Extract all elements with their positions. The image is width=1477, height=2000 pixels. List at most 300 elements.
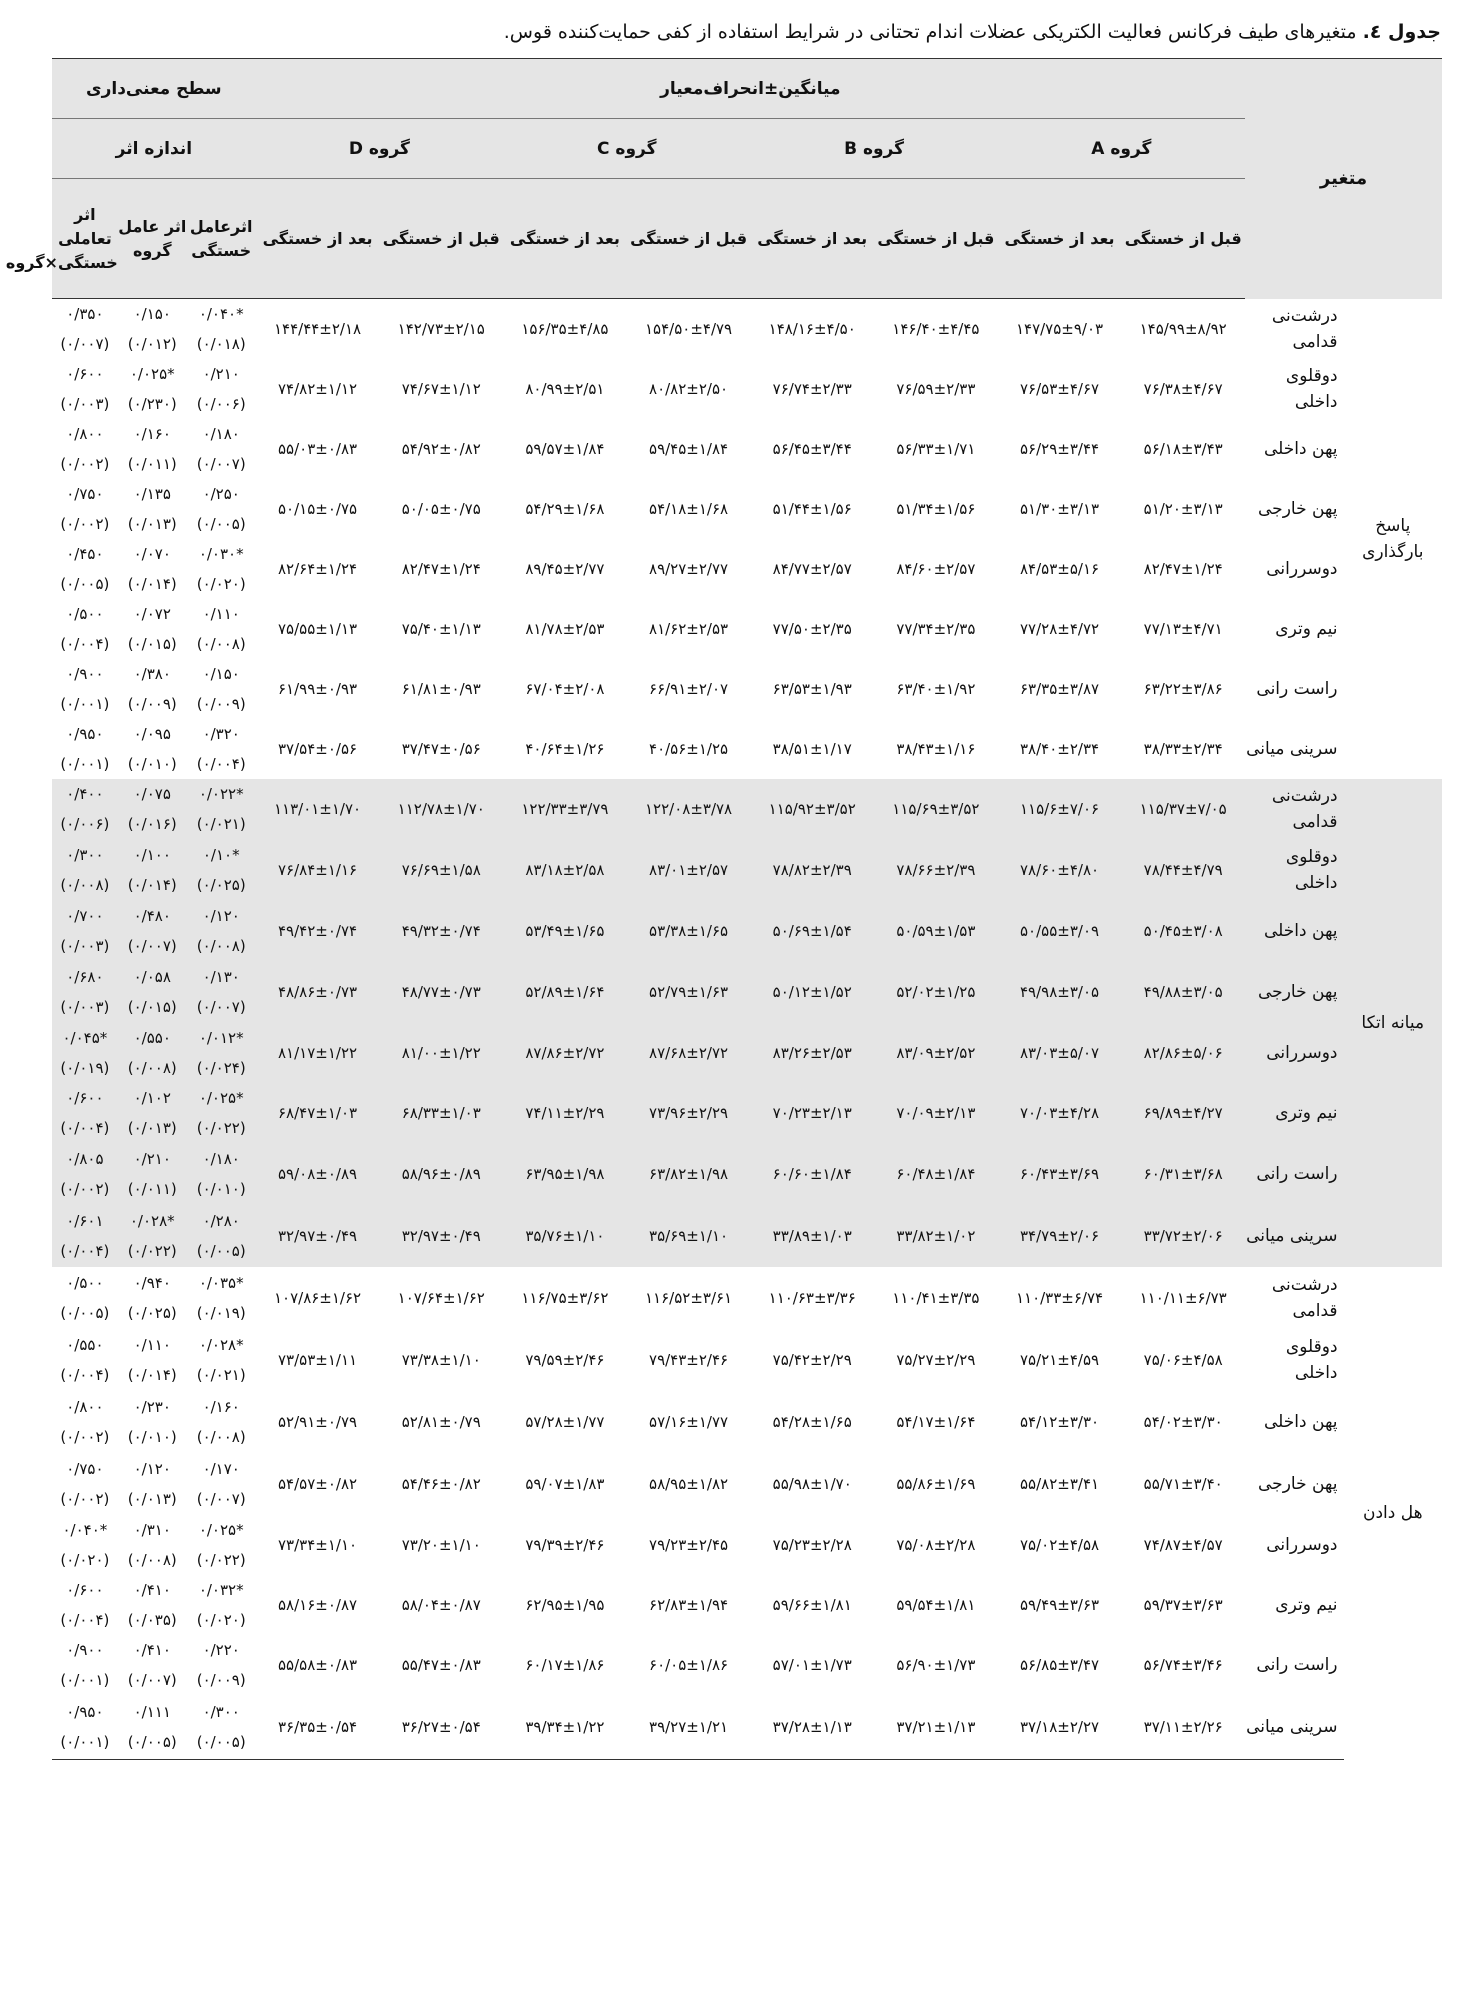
group-effect-p-value: (۰/۰۱۳) [127, 515, 177, 533]
interaction-effect-p-value: (۰/۰۰۲) [60, 1490, 110, 1508]
interaction-effect-p-value: (۰/۰۰۲) [60, 1180, 110, 1198]
interaction-effect-value: ۰/۵۰۰ [66, 1274, 104, 1292]
interaction-effect-cell [52, 1083, 118, 1143]
interaction-effect-p-value: (۰/۰۰۸) [60, 876, 110, 894]
group-effect-value: ۰/۲۱۰ [133, 1150, 171, 1168]
group-effect-p-value: (۰/۰۱۰) [127, 755, 177, 773]
value-b-before: ۳۷/۲۱±۱/۱۳ [874, 1695, 998, 1759]
value-a-after: ۷۵/۲۱±۴/۵۹ [1019, 1351, 1100, 1369]
caption-text: متغیرهای طیف فرکانس فعالیت الکتریکی عضلات اندام تحتانی در شرایط استفاده از کفی حمایت‌کننده قوس. [503, 21, 1363, 43]
table-row [52, 1205, 1442, 1267]
value-c-after: ۶۲/۹۵±۱/۹۵ [525, 1596, 605, 1614]
interaction-effect-value: ۰/۶۰۱ [66, 1212, 104, 1230]
fatigue-effect-cell [187, 419, 256, 479]
interaction-effect-cell [52, 961, 118, 1023]
value-d-before: ۷۴/۶۷±۱/۱۲ [401, 380, 481, 398]
value-d-after: ۳۶/۳۵±۰/۵۴ [256, 1695, 380, 1759]
fatigue-effect-cell [187, 1205, 256, 1267]
muscle-name: سرینی میانی [1245, 1695, 1344, 1759]
group-effect-cell [118, 1515, 187, 1575]
value-a-before: ۷۴/۸۷±۴/۵۷ [1143, 1536, 1223, 1554]
table-row [52, 1023, 1442, 1083]
value-d-before: ۴۸/۷۷±۰/۷۳ [401, 983, 481, 1001]
interaction-effect-value: ۰/۵۵۰ [66, 1336, 104, 1354]
value-a-after: ۳۴/۷۹±۲/۰۶ [1019, 1227, 1100, 1245]
muscle-name: درشت‌نی قدامی [1271, 786, 1338, 832]
value-d-after: ۵۵/۵۸±۰/۸۳ [278, 1656, 358, 1674]
interaction-effect-value: ۰/۸۰۰ [66, 425, 104, 443]
fatigue-effect-p-value: (۰/۰۰۵) [196, 1732, 246, 1751]
value-c-after: ۵۲/۸۹±۱/۶۴ [525, 983, 605, 1001]
value-b-after: ۷۸/۸۲±۲/۳۹ [772, 861, 852, 879]
value-b-after: ۵۷/۰۱±۱/۷۳ [772, 1656, 852, 1674]
value-c-before: ۸۳/۰۱±۲/۵۷ [649, 861, 729, 879]
value-c-before: ۸۱/۶۲±۲/۵۳ [649, 620, 729, 638]
value-d-after: ۶۱/۹۹±۰/۹۳ [278, 680, 358, 698]
value-c-before: ۶۶/۹۱±۲/۰۷ [649, 680, 729, 698]
value-c-before: ۱۵۴/۵۰±۴/۷۹ [644, 320, 733, 338]
value-a-before: ۵۶/۷۴±۳/۴۶ [1143, 1656, 1223, 1674]
value-c-before: ۸۰/۸۲±۲/۵۰ [649, 380, 729, 398]
interaction-effect-value: ۰/۶۸۰ [66, 968, 104, 986]
interaction-effect-cell [52, 1635, 118, 1695]
table-row [52, 1515, 1442, 1575]
value-a-before: ۵۹/۳۷±۳/۶۳ [1143, 1596, 1223, 1614]
value-c-after: ۵۳/۴۹±۱/۶۵ [525, 922, 605, 940]
group-effect-value: ۰/۳۱۰ [133, 1521, 171, 1539]
group-effect-cell [118, 1267, 187, 1329]
interaction-effect-value: ۰/۹۰۰ [66, 665, 104, 683]
value-a-before: ۶۰/۳۱±۳/۶۸ [1143, 1165, 1223, 1183]
value-a-before: ۳۸/۳۳±۲/۳۴ [1143, 740, 1223, 758]
value-b-after: ۷۷/۵۰±۲/۳۵ [772, 620, 852, 638]
value-c-after: ۵۹/۵۷±۱/۸۴ [525, 440, 605, 458]
interaction-effect-p-value: (۰/۰۰۵) [60, 1304, 110, 1322]
value-a-before: ۱۱۰/۱۱±۶/۷۳ [1139, 1289, 1227, 1307]
value-c-after: ۶۰/۱۷±۱/۸۶ [525, 1656, 605, 1674]
interaction-effect-p-value: (۰/۰۰۳) [60, 937, 110, 955]
group-effect-p-value: (۰/۰۱۴) [127, 876, 177, 894]
value-b-after: ۵۹/۶۶±۱/۸۱ [772, 1596, 852, 1614]
interaction-effect-value: ۰/۵۰۰ [66, 605, 104, 623]
table-row [52, 359, 1442, 419]
value-c-before: ۷۹/۲۳±۲/۴۵ [649, 1536, 729, 1554]
value-a-after: ۸۳/۰۳±۵/۰۷ [1019, 1044, 1100, 1062]
value-d-before: ۱۱۲/۷۸±۱/۷۰ [397, 800, 485, 818]
group-effect-p-value: (۰/۰۱۴) [127, 575, 177, 593]
value-b-after: ۶۳/۵۳±۱/۹۳ [772, 680, 852, 698]
group-effect-value: ۰/۱۵۰ [133, 305, 171, 323]
fatigue-effect-p-value: (۰/۰۱۹) [196, 1304, 246, 1322]
interaction-effect-p-value: (۰/۰۰۲) [60, 1428, 110, 1446]
muscle-name: پهن داخلی [1264, 439, 1338, 459]
value-b-before: ۱۱۰/۴۱±۳/۳۵ [892, 1289, 980, 1307]
interaction-effect-p-value: (۰/۰۰۴) [60, 635, 110, 653]
interaction-effect-value: ۰/۶۰۰ [66, 365, 104, 383]
header-d-before: قبل از خستگی [379, 179, 503, 299]
value-b-after: ۷۰/۲۳±۲/۱۳ [772, 1104, 852, 1122]
value-a-after: ۳۷/۱۸±۲/۲۷ [998, 1695, 1122, 1759]
interaction-effect-p-value: (۰/۰۲۰) [60, 1551, 110, 1569]
value-d-before: ۱۰۷/۶۴±۱/۶۲ [397, 1289, 485, 1307]
value-b-after: ۱۱۵/۹۲±۳/۵۲ [768, 800, 856, 818]
group-effect-p-value: (۰/۰۱۳) [127, 1490, 177, 1508]
interaction-effect-value: ۰/۷۵۰ [66, 485, 104, 503]
value-a-before: ۷۵/۰۶±۴/۵۸ [1143, 1351, 1223, 1369]
group-effect-p-value: (۰/۰۲۵) [127, 1304, 177, 1322]
fatigue-effect-p-value: (۰/۰۰۹) [196, 1671, 246, 1689]
fatigue-effect-value: ۰/۱۵۰ [202, 665, 240, 683]
value-b-before: ۷۶/۵۹±۲/۳۳ [896, 380, 976, 398]
value-d-before: ۸۲/۴۷±۱/۲۴ [401, 560, 481, 578]
group-effect-value: ۰/۱۶۰ [133, 425, 171, 443]
value-d-after: ۶۸/۴۷±۱/۰۳ [278, 1104, 358, 1122]
muscle-name: دوسررانی [1266, 1043, 1338, 1063]
value-c-before: ۶۰/۰۵±۱/۸۶ [649, 1656, 729, 1674]
header-c-after: بعد از خستگی [503, 179, 627, 299]
interaction-effect-p-value: (۰/۰۰۴) [60, 1611, 110, 1629]
value-a-before: ۱۱۵/۳۷±۷/۰۵ [1139, 800, 1227, 818]
fatigue-effect-cell [187, 299, 256, 360]
muscle-name: سرینی میانی [1246, 739, 1338, 759]
interaction-effect-cell [52, 779, 118, 839]
value-b-after: ۸۳/۲۶±۲/۵۳ [772, 1044, 852, 1062]
table-row [52, 1267, 1442, 1329]
fatigue-effect-cell [187, 1329, 256, 1391]
muscle-name: پهن خارجی [1258, 1474, 1338, 1494]
value-b-after: ۷۵/۴۲±۲/۲۹ [772, 1351, 852, 1369]
value-b-before: ۵۶/۳۳±۱/۷۱ [896, 440, 976, 458]
group-effect-p-value: (۰/۰۱۰) [127, 1428, 177, 1446]
value-c-after: ۳۹/۳۴±۱/۲۲ [503, 1695, 627, 1759]
interaction-effect-cell [52, 479, 118, 539]
fatigue-effect-p-value: (۰/۰۰۸) [196, 937, 246, 955]
value-b-after: ۵۱/۴۴±۱/۵۶ [772, 500, 852, 518]
group-effect-cell [118, 839, 187, 901]
value-a-after: ۱۱۵/۶±۷/۰۶ [1019, 800, 1100, 818]
header-a-after: بعد از خستگی [998, 179, 1122, 299]
group-effect-value: ۰/۰۹۵ [133, 725, 171, 743]
table-row [52, 1453, 1442, 1515]
value-d-before: ۷۶/۶۹±۱/۵۸ [401, 861, 481, 879]
value-b-after: ۳۸/۵۱±۱/۱۷ [772, 740, 852, 758]
value-c-after: ۸۱/۷۸±۲/۵۳ [525, 620, 605, 638]
header-b-after: بعد از خستگی [750, 179, 874, 299]
group-effect-value: ۰/۳۸۰ [133, 665, 171, 683]
interaction-effect-cell [52, 901, 118, 961]
fatigue-effect-cell [187, 1143, 256, 1205]
table-row [52, 299, 1442, 360]
muscle-name: دوقلوی داخلی [1285, 847, 1338, 893]
group-effect-cell [118, 659, 187, 719]
fatigue-effect-p-value: (۰/۰۲۰) [196, 575, 246, 593]
muscle-name: راست رانی [1256, 1164, 1338, 1184]
group-effect-p-value: (۰/۰۳۵) [127, 1611, 177, 1629]
group-effect-value: ۰/۱۱۱ [133, 1702, 171, 1721]
value-b-before: ۸۴/۶۰±۲/۵۷ [896, 560, 976, 578]
value-a-before: ۵۰/۴۵±۳/۰۸ [1143, 922, 1223, 940]
value-b-before: ۷۰/۰۹±۲/۱۳ [896, 1104, 976, 1122]
fatigue-effect-p-value: (۰/۰۱۰) [196, 1180, 246, 1198]
header-group-effect: اثر عامل گروه [118, 179, 187, 299]
value-a-after: ۵۱/۳۰±۳/۱۳ [1019, 500, 1100, 518]
value-d-after: ۸۱/۱۷±۱/۲۲ [278, 1044, 358, 1062]
group-effect-cell [118, 901, 187, 961]
group-effect-cell [118, 1453, 187, 1515]
interaction-effect-cell [52, 419, 118, 479]
group-effect-p-value: (۰/۰۱۵) [127, 635, 177, 653]
group-effect-cell [118, 1083, 187, 1143]
interaction-effect-cell [52, 1329, 118, 1391]
muscle-name: پهن خارجی [1258, 499, 1338, 519]
value-a-after: ۶۰/۴۳±۳/۶۹ [1019, 1165, 1100, 1183]
table-row [52, 539, 1442, 599]
fatigue-effect-cell [187, 479, 256, 539]
value-c-after: ۷۴/۱۱±۲/۲۹ [525, 1104, 605, 1122]
interaction-effect-p-value: (۰/۰۰۷) [60, 335, 110, 353]
value-c-before: ۸۷/۶۸±۲/۷۲ [649, 1044, 729, 1062]
value-b-before: ۵۵/۸۶±۱/۶۹ [896, 1475, 976, 1493]
value-b-before: ۶۳/۴۰±۱/۹۲ [896, 680, 976, 698]
value-c-before: ۵۳/۳۸±۱/۶۵ [649, 922, 729, 940]
results-table [5, 58, 1442, 1760]
muscle-name: دوسررانی [1266, 559, 1338, 579]
value-a-after: ۵۵/۸۲±۳/۴۱ [1019, 1475, 1100, 1493]
group-effect-p-value: (۰/۰۱۶) [127, 815, 177, 833]
value-b-before: ۳۳/۸۲±۱/۰۲ [896, 1227, 976, 1245]
value-a-before: ۷۷/۱۳±۴/۷۱ [1143, 620, 1223, 638]
muscle-name: پهن خارجی [1258, 982, 1338, 1002]
muscle-name: دوسررانی [1266, 1535, 1338, 1555]
group-effect-cell [118, 1205, 187, 1267]
value-b-after: ۸۴/۷۷±۲/۵۷ [772, 560, 852, 578]
group-effect-value: ۰/۱۰۲ [133, 1089, 171, 1107]
header-mean-sd: میانگین±انحراف‌معیار [256, 59, 1245, 119]
fatigue-effect-value: ۰/۲۱۰ [202, 365, 240, 383]
interaction-effect-value: ۰/۹۵۰ [66, 725, 104, 743]
value-a-after: ۵۶/۸۵±۳/۴۷ [1019, 1656, 1100, 1674]
value-d-after: ۵۴/۵۷±۰/۸۲ [278, 1475, 358, 1493]
caption-label: جدول ٤. [1362, 21, 1441, 43]
header-interaction: اثر تعاملی خستگی×گروه [52, 179, 118, 299]
value-a-after: ۱۴۷/۷۵±۹/۰۳ [1015, 320, 1104, 338]
value-a-before: ۴۹/۸۸±۳/۰۵ [1143, 983, 1223, 1001]
value-c-after: ۸۰/۹۹±۲/۵۱ [525, 380, 605, 398]
group-effect-p-value: (۰/۰۱۵) [127, 998, 177, 1016]
group-effect-value: ۰/۰۵۸ [133, 968, 171, 986]
value-b-after: ۱۴۸/۱۶±۴/۵۰ [768, 320, 856, 338]
interaction-effect-value: ۰/۷۰۰ [66, 907, 104, 925]
interaction-effect-cell [52, 1515, 118, 1575]
value-a-after: ۵۹/۴۹±۳/۶۳ [1019, 1596, 1100, 1614]
group-effect-cell [118, 1695, 187, 1759]
value-d-before: ۵۴/۴۶±۰/۸۲ [401, 1475, 481, 1493]
interaction-effect-value: ۰/۹۰۰ [66, 1641, 104, 1659]
value-d-after: ۷۳/۵۳±۱/۱۱ [278, 1351, 358, 1369]
value-b-after: ۳۷/۲۸±۱/۱۳ [750, 1695, 874, 1759]
interaction-effect-cell [52, 299, 118, 360]
value-c-after: ۴۰/۶۴±۱/۲۶ [525, 740, 605, 758]
value-b-before: ۵۲/۰۲±۱/۲۵ [896, 983, 976, 1001]
group-effect-cell [118, 599, 187, 659]
group-effect-p-value: (۰/۰۱۱) [127, 1180, 177, 1198]
value-d-before: ۵۰/۰۵±۰/۷۵ [401, 500, 481, 518]
value-d-before: ۵۴/۹۲±۰/۸۲ [401, 440, 481, 458]
value-a-before: ۶۹/۸۹±۴/۲۷ [1143, 1104, 1223, 1122]
interaction-effect-cell [52, 1695, 118, 1759]
group-effect-cell [118, 1575, 187, 1635]
value-b-after: ۵۰/۶۹±۱/۵۴ [772, 922, 852, 940]
phase-label: میانه اتکا [1361, 1013, 1425, 1033]
value-a-after: ۶۳/۳۵±۳/۸۷ [1019, 680, 1100, 698]
value-d-before: ۸۱/۰۰±۱/۲۲ [401, 1044, 481, 1062]
interaction-effect-cell [52, 1391, 118, 1453]
interaction-effect-cell [52, 1267, 118, 1329]
value-a-after: ۷۵/۰۲±۴/۵۸ [1019, 1536, 1100, 1554]
interaction-effect-value: ۰/۹۵۰ [66, 1702, 104, 1721]
fatigue-effect-value: *۰/۰۲۵ [198, 1089, 244, 1107]
value-a-after: ۱۱۰/۳۳±۶/۷۴ [1015, 1289, 1104, 1307]
fatigue-effect-value: ۰/۱۸۰ [202, 1150, 240, 1168]
table-row [52, 1083, 1442, 1143]
header-a-before: قبل از خستگی [1121, 179, 1245, 299]
group-effect-p-value: (۰/۰۱۳) [127, 1119, 177, 1137]
muscle-name: دوقلوی داخلی [1285, 1337, 1338, 1383]
value-b-before: ۷۷/۳۴±۲/۳۵ [896, 620, 976, 638]
value-c-before: ۷۳/۹۶±۲/۲۹ [649, 1104, 729, 1122]
group-effect-value: ۰/۴۱۰ [133, 1581, 171, 1599]
value-c-after: ۶۳/۹۵±۱/۹۸ [525, 1165, 605, 1183]
value-d-after: ۱۴۴/۴۴±۲/۱۸ [273, 320, 362, 338]
interaction-effect-value: *۰/۰۴۵ [62, 1029, 108, 1047]
fatigue-effect-p-value: (۰/۰۰۵) [196, 1242, 246, 1260]
group-effect-value: ۰/۰۷۵ [133, 785, 171, 803]
value-b-before: ۱۱۵/۶۹±۳/۵۲ [892, 800, 980, 818]
interaction-effect-p-value: (۰/۰۰۱) [60, 1671, 110, 1689]
fatigue-effect-p-value: (۰/۰۲۰) [196, 1611, 246, 1629]
interaction-effect-cell [52, 1205, 118, 1267]
value-c-after: ۱۵۶/۳۵±۴/۸۵ [521, 320, 609, 338]
value-d-before: ۵۸/۰۴±۰/۸۷ [401, 1596, 481, 1614]
fatigue-effect-p-value: (۰/۰۰۷) [196, 998, 246, 1016]
interaction-effect-value: ۰/۶۰۰ [66, 1581, 104, 1599]
interaction-effect-cell [52, 1023, 118, 1083]
group-effect-p-value: (۰/۰۰۷) [127, 1671, 177, 1689]
value-c-before: ۸۹/۲۷±۲/۷۷ [649, 560, 729, 578]
group-effect-cell [118, 1635, 187, 1695]
value-b-before: ۵۹/۵۴±۱/۸۱ [896, 1596, 976, 1614]
fatigue-effect-p-value: (۰/۰۰۸) [196, 1428, 246, 1446]
table-row [52, 719, 1442, 779]
value-b-before: ۸۳/۰۹±۲/۵۲ [896, 1044, 976, 1062]
fatigue-effect-value: *۰/۱۰ [202, 846, 240, 864]
header-d-after: بعد از خستگی [256, 179, 380, 299]
group-effect-value: *۰/۰۲۵ [129, 365, 175, 383]
fatigue-effect-value: ۰/۱۷۰ [202, 1460, 240, 1478]
value-d-before: ۷۳/۳۸±۱/۱۰ [401, 1351, 481, 1369]
group-effect-p-value: (۰/۰۰۵) [127, 1732, 177, 1751]
fatigue-effect-p-value: (۰/۰۲۲) [196, 1119, 246, 1137]
header-effect-size: اندازه اثر [52, 119, 256, 179]
section-mid-stance [52, 779, 1442, 1267]
fatigue-effect-cell [187, 1575, 256, 1635]
fatigue-effect-cell [187, 1515, 256, 1575]
fatigue-effect-p-value: (۰/۰۱۸) [196, 335, 246, 353]
fatigue-effect-value: ۰/۲۲۰ [202, 1641, 240, 1659]
interaction-effect-value: ۰/۴۵۰ [66, 545, 104, 563]
section-push-off [52, 1267, 1442, 1759]
value-c-after: ۵۹/۰۷±۱/۸۳ [525, 1475, 605, 1493]
header-group-a: گروه A [998, 119, 1245, 179]
fatigue-effect-cell [187, 901, 256, 961]
group-effect-p-value: (۰/۰۲۲) [127, 1242, 177, 1260]
group-effect-cell [118, 1329, 187, 1391]
group-effect-p-value: (۰/۰۱۴) [127, 1366, 177, 1384]
value-d-after: ۳۷/۵۴±۰/۵۶ [278, 740, 358, 758]
value-a-before: ۵۱/۲۰±۳/۱۳ [1143, 500, 1223, 518]
value-c-after: ۸۹/۴۵±۲/۷۷ [525, 560, 605, 578]
value-a-before: ۶۳/۲۲±۳/۸۶ [1143, 680, 1223, 698]
value-d-after: ۷۶/۸۴±۱/۱۶ [278, 861, 358, 879]
interaction-effect-value: ۰/۶۰۰ [66, 1089, 104, 1107]
value-c-before: ۷۹/۴۳±۲/۴۶ [649, 1351, 729, 1369]
group-effect-p-value: (۰/۲۳۰) [127, 395, 177, 413]
value-c-after: ۶۷/۰۴±۲/۰۸ [525, 680, 605, 698]
muscle-name: سرینی میانی [1246, 1226, 1338, 1246]
fatigue-effect-value: *۰/۰۳۲ [198, 1581, 244, 1599]
interaction-effect-cell [52, 1453, 118, 1515]
value-d-before: ۵۸/۹۶±۰/۸۹ [401, 1165, 481, 1183]
fatigue-effect-p-value: (۰/۰۲۱) [196, 815, 246, 833]
table-row [52, 1391, 1442, 1453]
value-b-after: ۵۰/۱۲±۱/۵۲ [772, 983, 852, 1001]
value-c-before: ۶۲/۸۳±۱/۹۴ [649, 1596, 729, 1614]
group-effect-p-value: (۰/۰۰۷) [127, 937, 177, 955]
fatigue-effect-p-value: (۰/۰۰۶) [196, 395, 246, 413]
value-c-before: ۱۱۶/۵۲±۳/۶۱ [644, 1289, 733, 1307]
muscle-name: نیم وتری [1275, 1103, 1338, 1123]
value-a-after: ۵۶/۲۹±۳/۴۴ [1019, 440, 1100, 458]
fatigue-effect-cell [187, 599, 256, 659]
value-a-after: ۷۰/۰۳±۴/۲۸ [1019, 1104, 1100, 1122]
fatigue-effect-cell [187, 1635, 256, 1695]
header-variable: متغیر [1245, 59, 1442, 299]
fatigue-effect-value: *۰/۰۴۰ [198, 305, 244, 323]
value-d-after: ۸۲/۶۴±۱/۲۴ [278, 560, 358, 578]
fatigue-effect-value: *۰/۰۲۸ [198, 1336, 244, 1354]
table-row [52, 479, 1442, 539]
value-a-after: ۴۹/۹۸±۳/۰۵ [1019, 983, 1100, 1001]
fatigue-effect-value: ۰/۱۸۰ [202, 425, 240, 443]
value-b-after: ۳۳/۸۹±۱/۰۳ [772, 1227, 852, 1245]
fatigue-effect-cell [187, 1391, 256, 1453]
fatigue-effect-value: *۰/۰۳۰ [198, 545, 244, 563]
group-effect-value: ۰/۱۳۵ [133, 485, 171, 503]
group-effect-value: ۰/۴۱۰ [133, 1641, 171, 1659]
value-c-after: ۱۱۶/۷۵±۳/۶۲ [521, 1289, 609, 1307]
fatigue-effect-p-value: (۰/۰۲۱) [196, 1366, 246, 1384]
value-c-after: ۵۷/۲۸±۱/۷۷ [525, 1413, 605, 1431]
interaction-effect-p-value: (۰/۰۰۱) [60, 1732, 110, 1751]
fatigue-effect-cell [187, 719, 256, 779]
table-caption [40, 18, 1441, 46]
muscle-name: نیم وتری [1275, 619, 1338, 639]
fatigue-effect-cell [187, 779, 256, 839]
value-d-before: ۴۹/۳۲±۰/۷۴ [401, 922, 481, 940]
fatigue-effect-cell [187, 1083, 256, 1143]
interaction-effect-value: ۰/۴۰۰ [66, 785, 104, 803]
interaction-effect-value: ۰/۸۰۰ [66, 1398, 104, 1416]
